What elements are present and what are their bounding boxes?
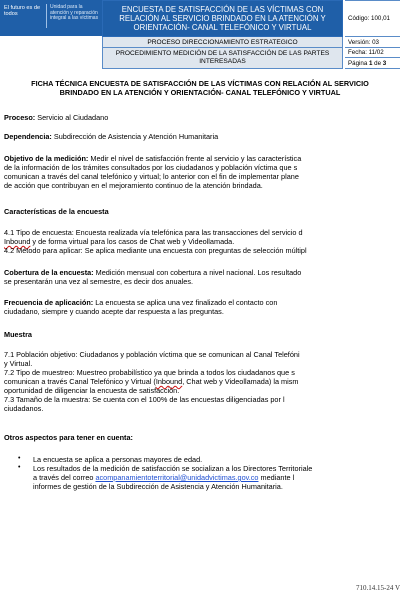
objetivo-line3: comunican a través del canal telefónico y virtual; lo anterior con el fin de implementar plane [4, 172, 299, 181]
unit-logo-text: Unidad para la atención y reparación integral a las víctimas [50, 4, 99, 22]
gov-logo-text: El futuro es de todos [4, 5, 41, 17]
email-link[interactable]: acompanamientoterritorial@unidadvictimas.gov.co [95, 473, 259, 482]
logo-divider [46, 4, 47, 28]
tipo-line2: Inbound y de forma virtual para los casos de Chat web y Videollamada. [4, 237, 235, 246]
m72-line1: 7.2 Tipo de muestreo: Muestreo probabilístico ya que brinda a todos los ciudadanos que s [4, 368, 295, 377]
m73-line1: 7.3 Tamaño de la muestra: Se cuenta con el 100% de las encuestas diligenciadas por l [4, 395, 285, 404]
bullet2-line2: a través del correo acompanamientoterritorial@unidadvictimas.gov.co mediante l [33, 473, 295, 482]
bullet-icon: • [18, 455, 21, 462]
header-date: Fecha: 11/02 [345, 48, 400, 58]
cobertura-line1: Cobertura de la encuesta: Medición mensual con cobertura a nivel nacional. Los resultado [4, 268, 302, 277]
proceso-line: Proceso: Servicio al Ciudadano [4, 113, 109, 122]
m71-line1: 7.1 Población objetivo: Ciudadanos y población víctima que se comunican al Canal Telefóni [4, 350, 300, 359]
otros-heading: Otros aspectos para tener en cuenta: [4, 433, 133, 442]
header-title: ENCUESTA DE SATISFACCIÓN DE LAS VÍCTIMAS CON RELACIÓN AL SERVICIO BRINDADO EN LA ATENCIÓN Y ORIENTACIÓN- CANAL TELEFÓNICO Y VIRTUAL [102, 0, 343, 37]
caracteristicas-heading: Características de la encuesta [4, 207, 109, 216]
header-process: PROCESO DIRECCIONAMIENTO ESTRATEGICO [102, 37, 343, 48]
m72-line2: comunican a través Canal Telefónico y Virtual (Inbound, Chat web y Videollamada) la mism [4, 377, 299, 386]
logo-block [0, 0, 102, 36]
objetivo-line4: de acción que contribuyan en el mejoramiento continuo de la atención brindada. [4, 181, 263, 190]
header-page: Página 1 de 3 [345, 58, 400, 69]
bullet-icon: • [18, 464, 21, 471]
m72-line3: oportunidad de diligenciar la encuesta de satisfacción. [4, 386, 180, 395]
bullet2-line1: Los resultados de la medición de satisfacción se socializan a los Directores Territoriale [33, 464, 313, 473]
frecuencia-line2: ciudadano, siempre y cuando acepte dar respuesta a las preguntas. [4, 307, 224, 316]
footer-code: 710.14.15-24 V [355, 584, 400, 592]
frecuencia-line1: Frecuencia de aplicación: La encuesta se aplica una vez finalizado el contacto con [4, 298, 278, 307]
document-header [0, 0, 400, 69]
muestra-heading: Muestra [4, 330, 32, 339]
doc-heading-line1: FICHA TÉCNICA ENCUESTA DE SATISFACCIÓN DE LAS VÍCTIMAS CON RELACIÓN AL SERVICIO [31, 79, 369, 88]
header-code: Código: 100,01 [345, 0, 400, 37]
doc-heading-line2: BRINDADO EN LA ATENCIÓN Y ORIENTACIÓN- CANAL TELEFÓNICO Y VIRTUAL [59, 88, 341, 97]
objetivo-line1: Objetivo de la medición: Medir el nivel de satisfacción frente al servicio y las característica [4, 154, 302, 163]
bullet2-line3: informes de gestión de la Subdirección de Asistencia y Atención Humanitaria. [33, 482, 283, 491]
header-procedure: PROCEDIMIENTO MEDICIÓN DE LA SATISFACCIÓN DE LAS PARTES INTERESADAS [102, 48, 343, 69]
cobertura-line2: se presentarán una vez al semestre, es decir dos anuales. [4, 277, 194, 286]
objetivo-line2: de la información de los trámites consultados por los ciudadanos y población víctima que s [4, 163, 298, 172]
header-version: Versión: 03 [345, 37, 400, 48]
dependencia-line: Dependencia: Subdirección de Asistencia y Atención Humanitaria [4, 132, 219, 141]
m71-line2: y Virtual. [4, 359, 33, 368]
tipo-line1: 4.1 Tipo de encuesta: Encuesta realizada vía telefónica para las transacciones del servicio d [4, 228, 303, 237]
m73-line2: ciudadanos. [4, 404, 44, 413]
metodo-line: 4.2 Método para aplicar: Se aplica mediante una encuesta con preguntas de selección múltipl [4, 246, 307, 255]
bullet1-text: La encuesta se aplica a personas mayores de edad. [33, 455, 203, 464]
